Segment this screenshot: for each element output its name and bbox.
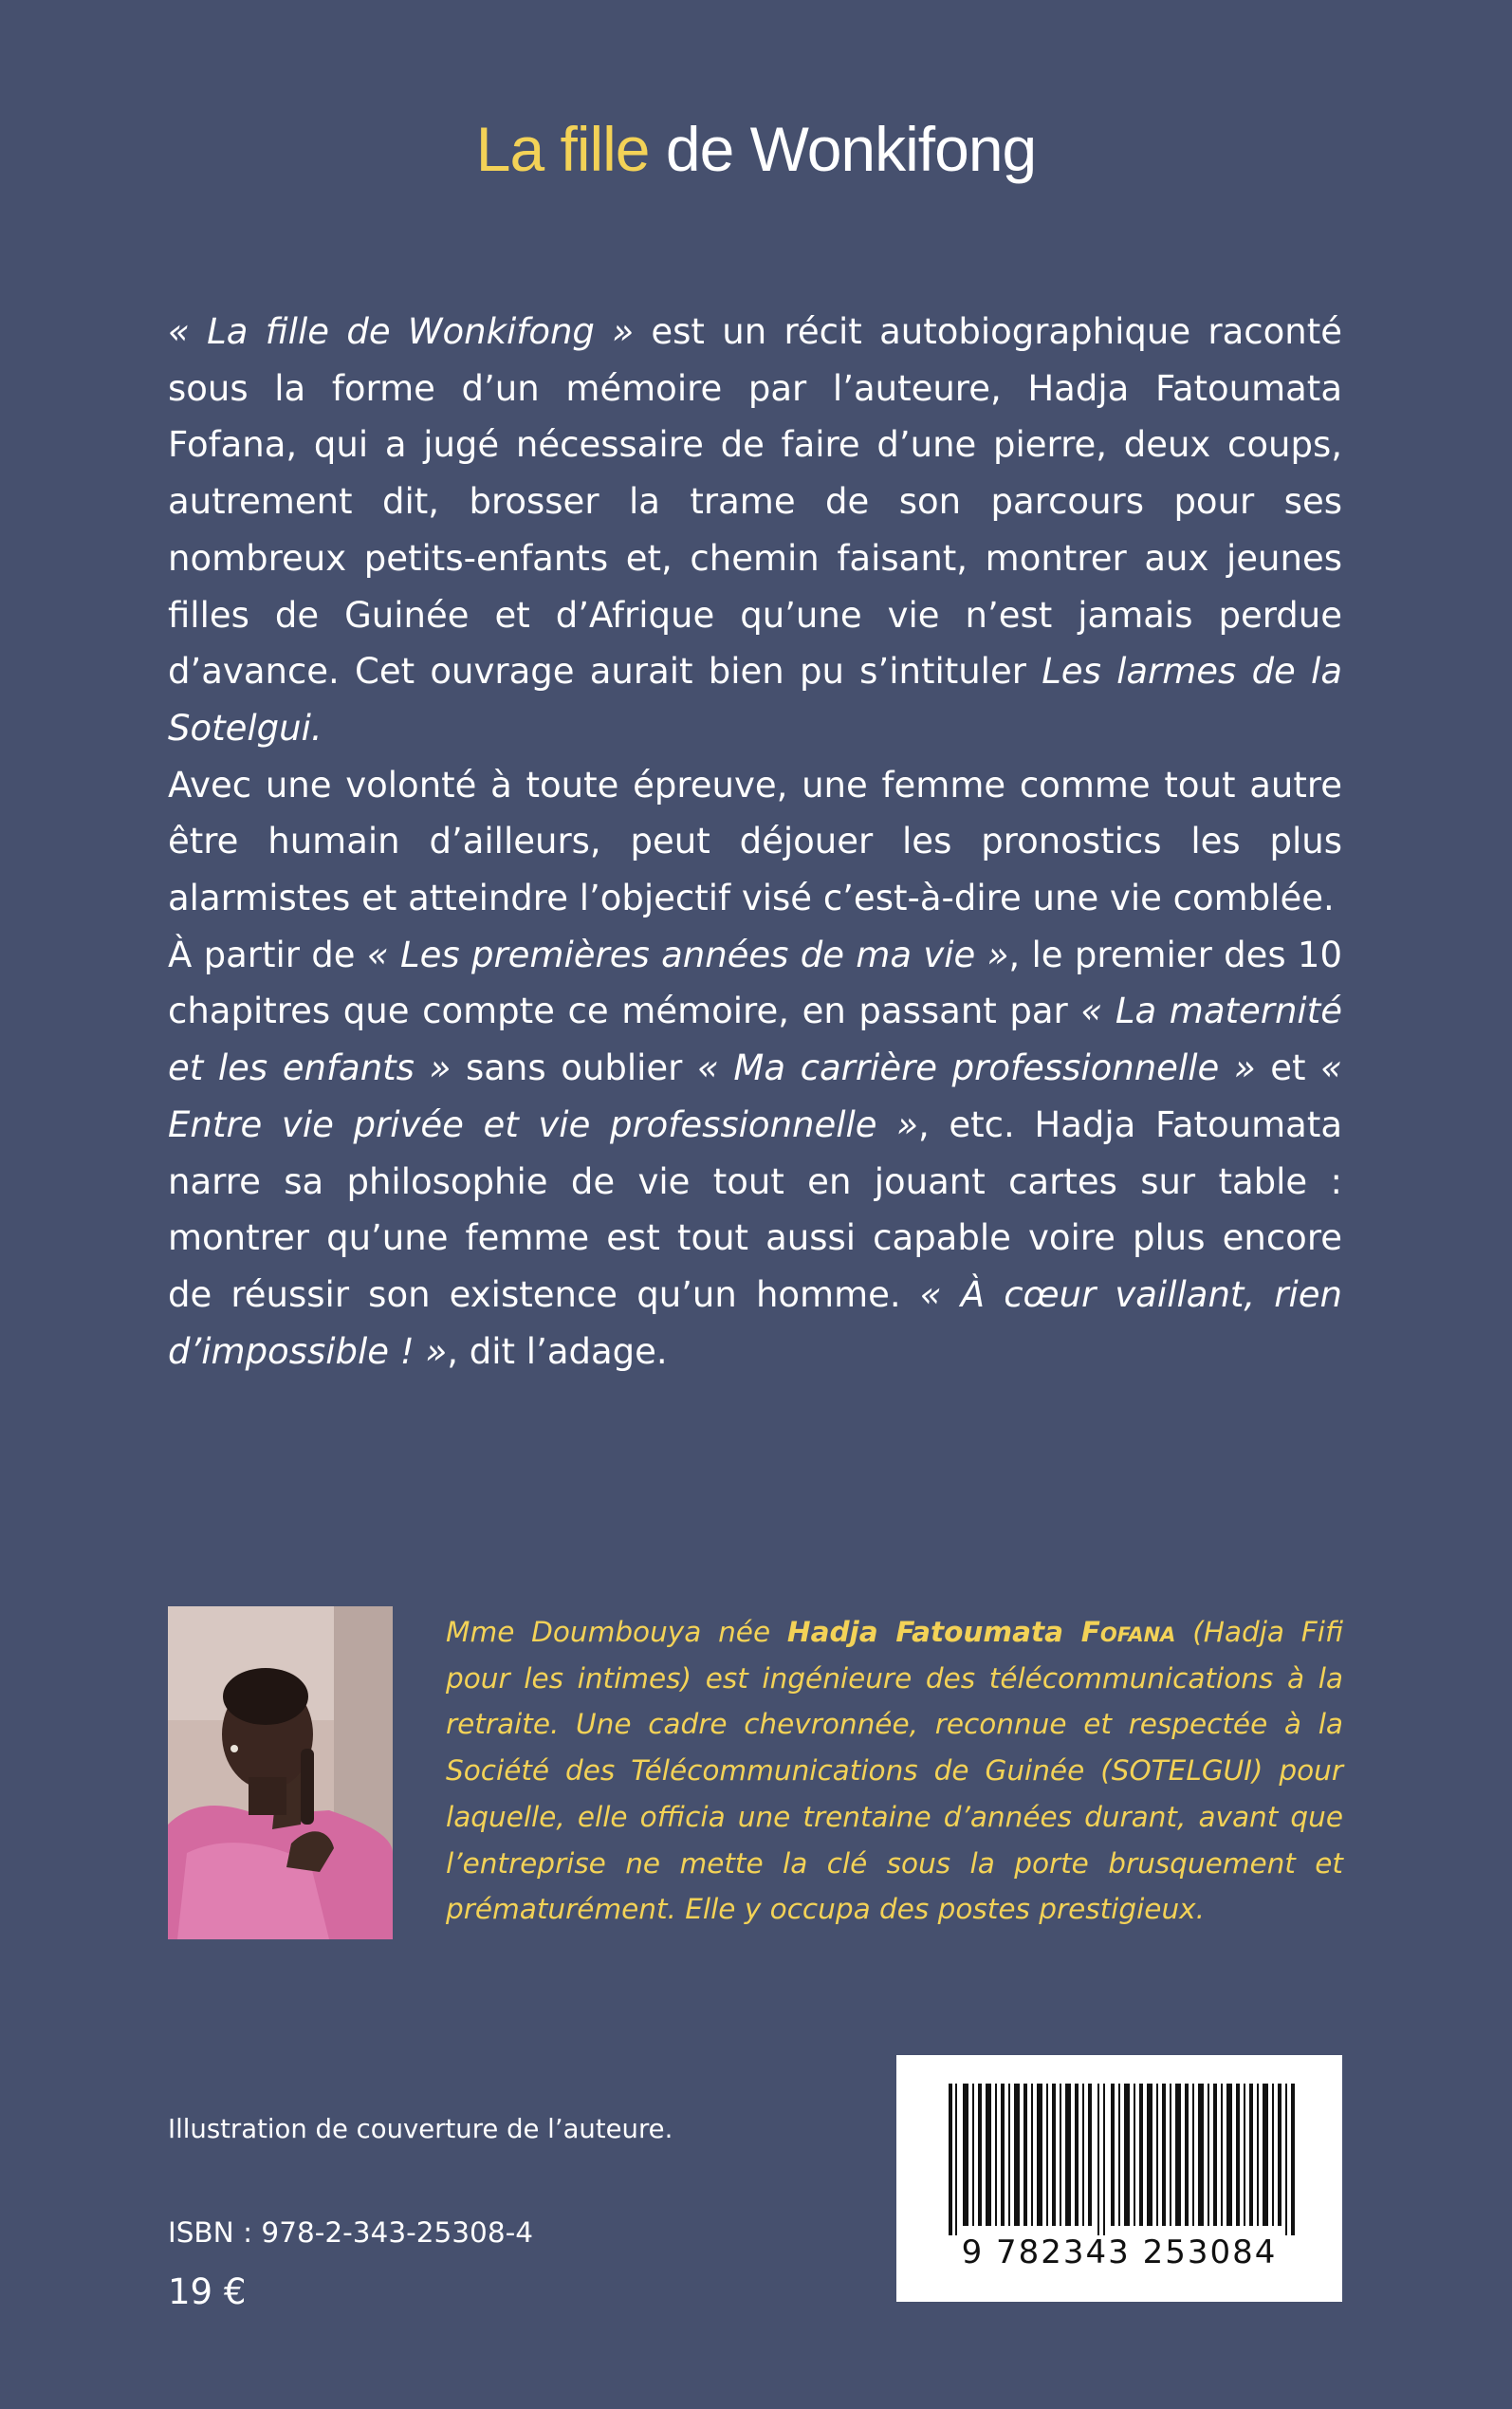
book-title-quote: « La fille de Wonkifong » <box>168 311 635 352</box>
summary-paragraph-1 <box>168 304 1342 757</box>
author-name <box>787 1616 1176 1648</box>
author-bio <box>446 1609 1343 1933</box>
author-last-name: Fofana <box>1080 1616 1176 1648</box>
chapter-title: « Les premières années de ma vie » <box>366 934 1009 975</box>
adage-quote: « À cœur vaillant, rien d’impossible ! » <box>168 1273 1343 1372</box>
bio-intro: Mme Doumbouya née <box>446 1616 787 1648</box>
barcode-bars <box>896 2055 1342 2235</box>
summary-p3-text: , le premier des 10 chapitres que compte ce mémoire, en passant par <box>168 934 1343 1032</box>
author-photo <box>168 1606 393 1939</box>
title-rest: de Wonkifong <box>665 114 1037 184</box>
summary-p3-text: , etc. Hadja Fatoumata narre sa philosophie de vie tout en jouant cartes sur table : montrer qu’une femme est tout aussi capable voire plus encore de réussir son existence qu’un homme. <box>168 1103 1342 1315</box>
chapter-title: « La maternité et les enfants » <box>168 991 1342 1089</box>
title-accent: La fille <box>475 114 650 184</box>
summary-p3-text: À partir de <box>168 934 367 975</box>
book-title <box>0 106 1512 192</box>
summary-p3-text: sans oublier <box>451 1047 697 1089</box>
author-first-name: Hadja Fatoumata <box>786 1616 1081 1648</box>
alt-title: Les larmes de la Sotelgui. <box>168 651 1343 749</box>
summary-p3-text: et <box>1255 1047 1321 1089</box>
price: 19 € <box>168 2271 247 2312</box>
barcode <box>896 2055 1342 2302</box>
chapter-title: « Ma carrière professionnelle » <box>696 1047 1256 1089</box>
barcode-digits: 9 782343 253084 <box>961 2233 1278 2271</box>
summary-p3-text: , dit l’adage. <box>447 1330 668 1372</box>
chapter-title: « Entre vie privée et vie professionnelle » <box>168 1047 1343 1145</box>
isbn: ISBN : 978-2-343-25308-4 <box>168 2216 533 2249</box>
summary-paragraph-3 <box>168 927 1342 1381</box>
summary-p1-text: est un récit autobiographique raconté sous la forme d’un mémoire par l’auteure, Hadja Fatoumata Fofana, qui a jugé nécessaire de faire d’une pierre, deux coups, autrement dit, brosser la trame de son parcours pour ses nombreux petits-enfants et, chemin faisant, montrer aux jeunes filles de Guinée et d’Afrique qu’une vie n’est jamais perdue d’avance. Cet ouvrage aurait bien pu s’intituler <box>168 311 1342 693</box>
cover-credit: Illustration de couverture de l’auteure. <box>168 2114 673 2144</box>
bio-text: (Hadja Fifi pour les intimes) est ingénieure des télécommunications à la retraite. Une cadre chevronnée, reconnue et respectée à la Société des Télécommunications de Guinée (SOTELGUI) pour laquelle, elle officia une trentaine d’années durant, avant que l’entreprise ne mette la clé sous la porte brusquement et prématurément. Elle y occupa des postes prestigieux. <box>446 1616 1343 1926</box>
summary-text <box>168 304 1342 1380</box>
summary-paragraph-2: Avec une volonté à toute épreuve, une femme comme tout autre être humain d’ailleurs, peut déjouer les pronostics les plus alarmistes et atteindre l’objectif visé c’est-à-dire une vie comblée. <box>168 764 1342 919</box>
